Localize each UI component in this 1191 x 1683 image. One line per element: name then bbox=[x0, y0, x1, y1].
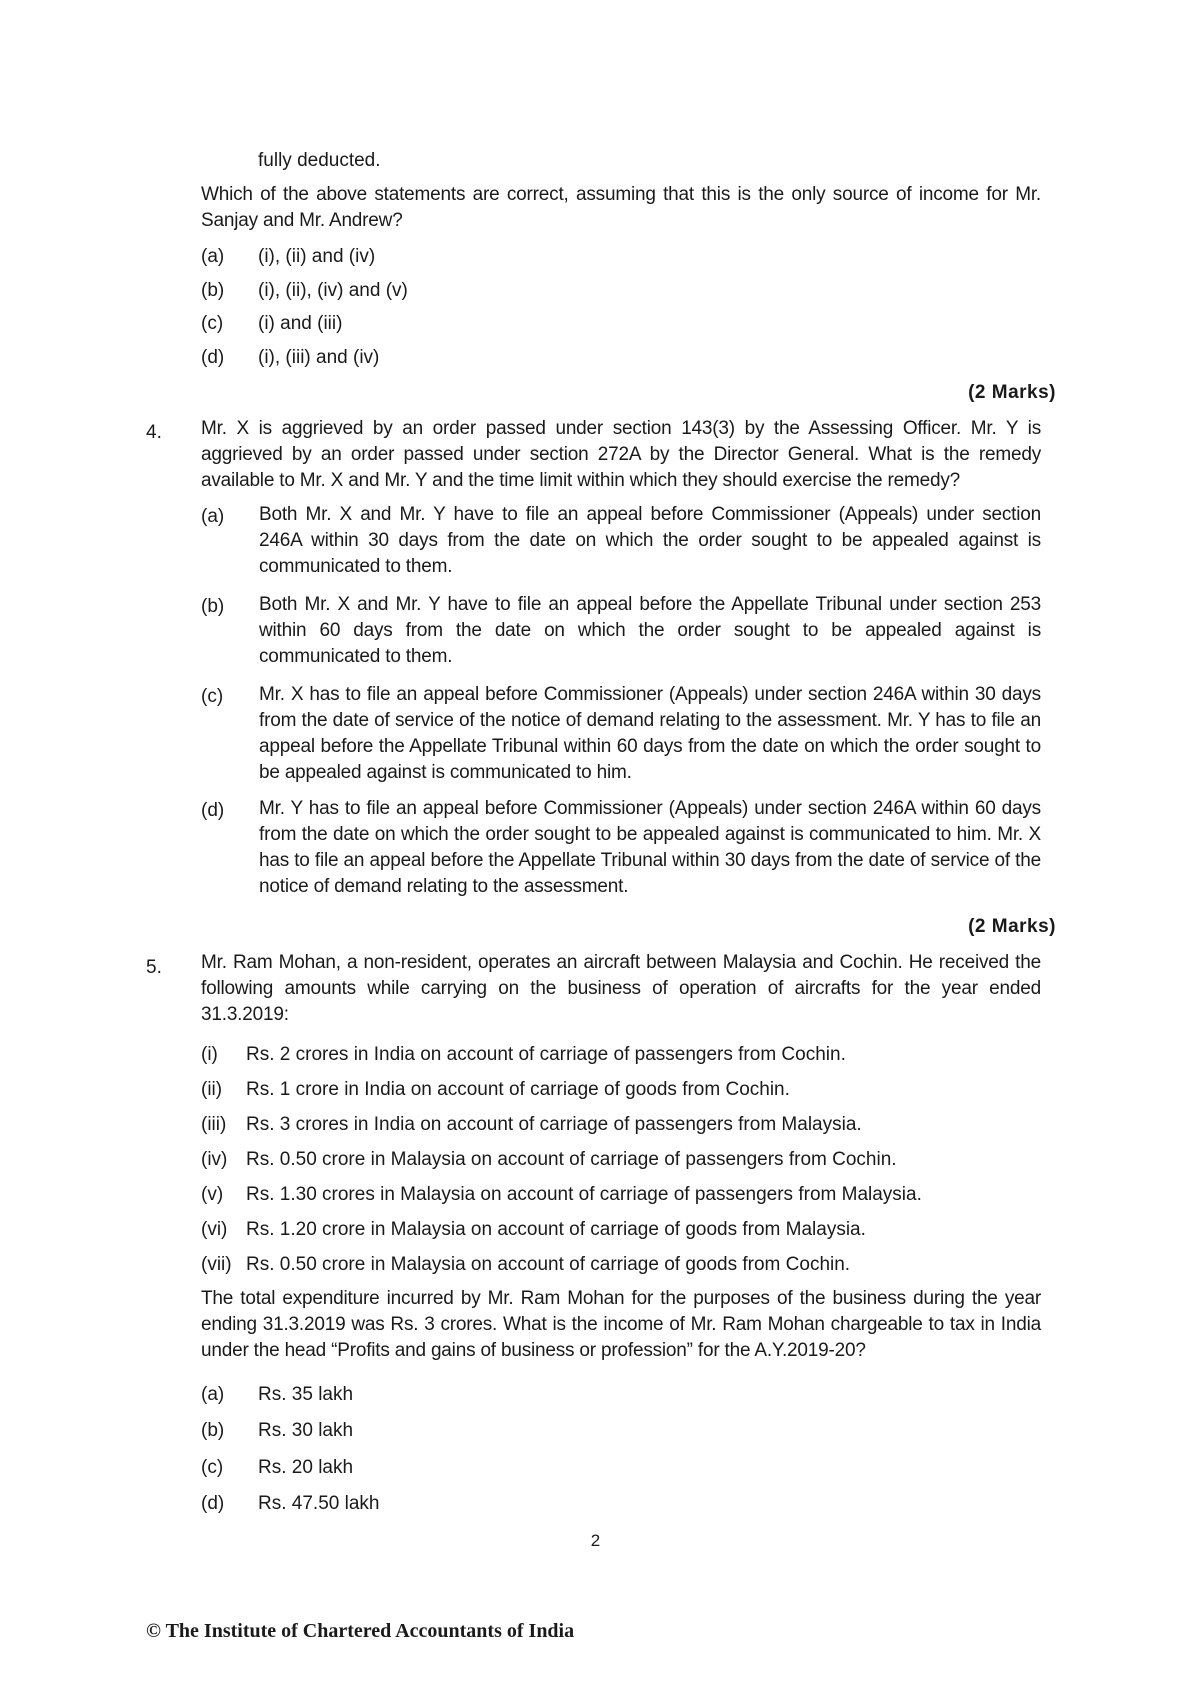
q4-question-text: Mr. X is aggrieved by an order passed under section 143(3) by the Assessing Officer. Mr. Y is aggrieved by an order passed under section 272A by the Director General. What is the remedy available to Mr. X and Mr. Y and the time limit within which they should exercise the remedy? bbox=[201, 418, 1041, 491]
option-text: Rs. 47.50 lakh bbox=[258, 1493, 380, 1514]
option-label: (b) bbox=[201, 1420, 225, 1441]
option-text: (i), (ii) and (iv) bbox=[258, 246, 376, 267]
item-text: Rs. 1.20 crore in Malaysia on account of carriage of goods from Malaysia. bbox=[246, 1219, 866, 1240]
item-text: Rs. 3 crores in India on account of carriage of passengers from Malaysia. bbox=[246, 1114, 862, 1135]
option-label: (a) bbox=[201, 246, 225, 267]
option-label: (a) bbox=[201, 506, 225, 527]
q3-marks: (2 Marks) bbox=[968, 382, 1056, 403]
item-label: (vii) bbox=[201, 1254, 232, 1275]
option-text: Rs. 20 lakh bbox=[258, 1457, 354, 1478]
option-label: (d) bbox=[201, 800, 225, 821]
item-text: Rs. 0.50 crore in Malaysia on account of carriage of passengers from Cochin. bbox=[246, 1149, 897, 1170]
option-text: Mr. Y has to file an appeal before Commissioner (Appeals) under section 246A within 60 days from the date on which the order sought to be appealed against is communicated to him. Mr. X has to file an appeal before the Appellate Tribunal within 30 days from the date of service of the notice of demand relating to the assessment. bbox=[259, 798, 1041, 897]
item-label: (iii) bbox=[201, 1114, 227, 1135]
option-text: Both Mr. X and Mr. Y have to file an appeal before Commissioner (Appeals) under section 246A within 30 days from the date on which the order sought to be appealed against is communicated to them. bbox=[259, 504, 1041, 577]
option-text: Rs. 30 lakh bbox=[258, 1420, 354, 1441]
option-text: (i) and (iii) bbox=[258, 313, 343, 334]
footer-copyright: © The Institute of Chartered Accountants of India bbox=[146, 1620, 575, 1642]
option-label: (c) bbox=[201, 686, 224, 707]
q3-continuation: fully deducted. bbox=[258, 150, 381, 171]
item-text: Rs. 2 crores in India on account of carriage of passengers from Cochin. bbox=[246, 1044, 846, 1065]
option-label: (d) bbox=[201, 1493, 225, 1514]
option-label: (c) bbox=[201, 313, 224, 334]
q5-question-text: Mr. Ram Mohan, a non-resident, operates an aircraft between Malaysia and Cochin. He received the following amounts while carrying on the business of operation of aircrafts for the year ended 31.3.2019: bbox=[201, 952, 1041, 1025]
q4-option-c[interactable] bbox=[201, 682, 1041, 786]
item-label: (ii) bbox=[201, 1079, 223, 1100]
q4-option-a[interactable] bbox=[201, 502, 1041, 580]
option-text: (i), (ii), (iv) and (v) bbox=[258, 280, 408, 301]
q4-number: 4. bbox=[146, 422, 162, 443]
q4-marks: (2 Marks) bbox=[968, 916, 1056, 937]
item-label: (i) bbox=[201, 1044, 218, 1065]
item-text: Rs. 1.30 crores in Malaysia on account of carriage of passengers from Malaysia. bbox=[246, 1184, 922, 1205]
option-label: (b) bbox=[201, 280, 225, 301]
option-text: Rs. 35 lakh bbox=[258, 1384, 354, 1405]
q5-followup-text: The total expenditure incurred by Mr. Ram Mohan for the purposes of the business during the year ending 31.3.2019 was Rs. 3 crores. What is the income of Mr. Ram Mohan chargeable to tax in India under the head “Profits and gains of business or profession” for the A.Y.2019-20? bbox=[201, 1288, 1041, 1361]
q4-option-d[interactable] bbox=[201, 796, 1041, 900]
option-label: (c) bbox=[201, 1457, 224, 1478]
item-label: (iv) bbox=[201, 1149, 228, 1170]
q4-option-b[interactable] bbox=[201, 592, 1041, 670]
item-label: (v) bbox=[201, 1184, 224, 1205]
page-number: 2 bbox=[590, 1531, 601, 1550]
option-text: Mr. X has to file an appeal before Commissioner (Appeals) under section 246A within 30 days from the date of service of the notice of demand relating to the assessment. Mr. Y has to file an appeal before the Appellate Tribunal within 60 days from the date on which the order sought to be appealed against is communicated to him. bbox=[259, 684, 1041, 783]
item-text: Rs. 0.50 crore in Malaysia on account of carriage of goods from Cochin. bbox=[246, 1254, 851, 1275]
option-text: (i), (iii) and (iv) bbox=[258, 347, 380, 368]
q3-question-text: Which of the above statements are correct, assuming that this is the only source of income for Mr. Sanjay and Mr. Andrew? bbox=[201, 184, 1041, 231]
option-label: (d) bbox=[201, 347, 225, 368]
item-label: (vi) bbox=[201, 1219, 228, 1240]
option-label: (a) bbox=[201, 1384, 225, 1405]
option-label: (b) bbox=[201, 596, 225, 617]
item-text: Rs. 1 crore in India on account of carriage of goods from Cochin. bbox=[246, 1079, 790, 1100]
q5-number: 5. bbox=[146, 957, 162, 978]
option-text: Both Mr. X and Mr. Y have to file an appeal before the Appellate Tribunal under section 253 within 60 days from the date on which the order sought to be appealed against is communicated to them. bbox=[259, 594, 1041, 667]
